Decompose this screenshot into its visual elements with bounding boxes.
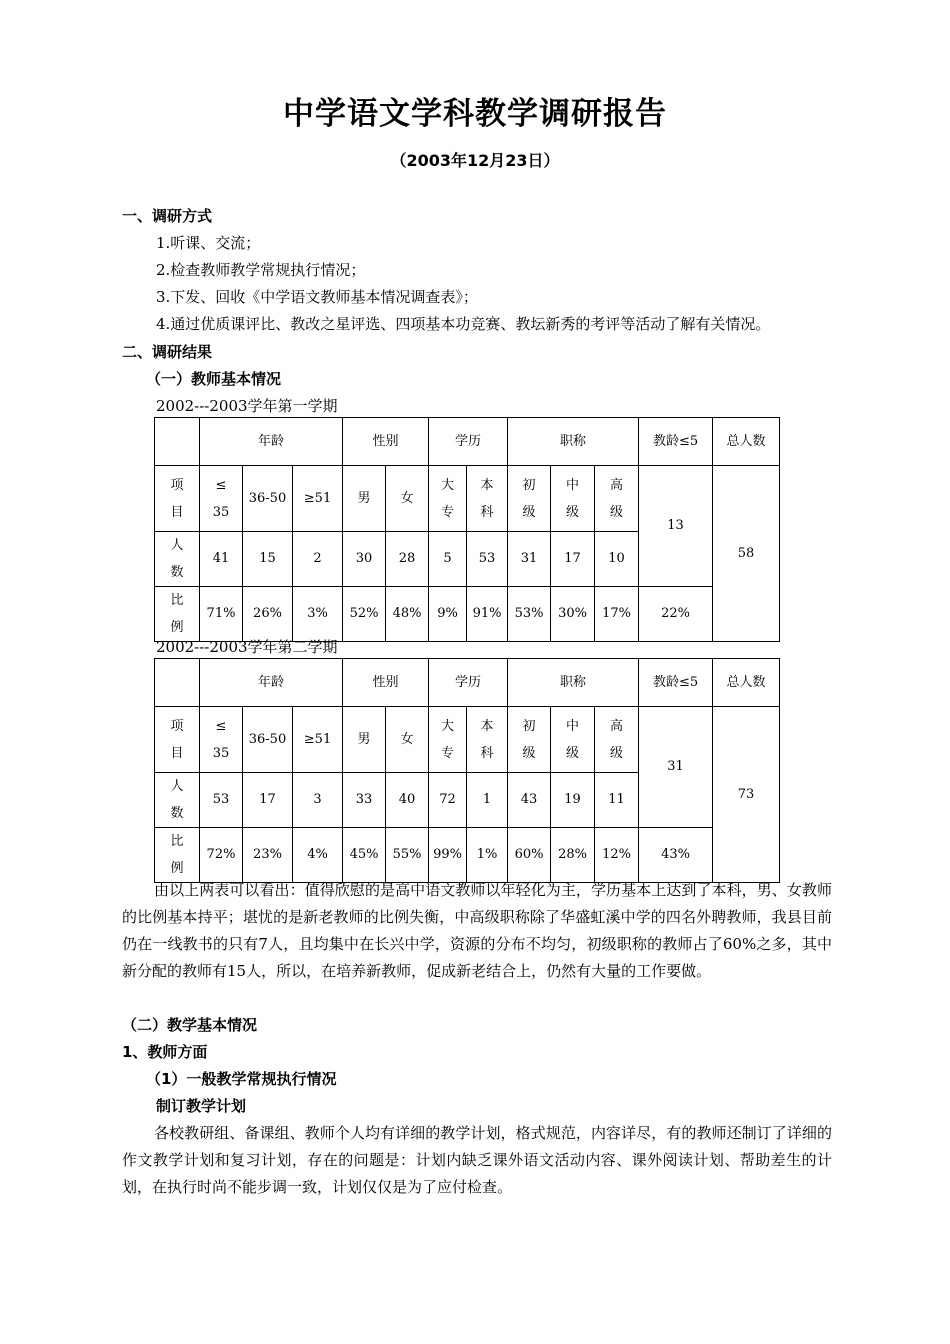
- subheader-male: 男: [343, 466, 386, 532]
- count-cell: 1: [467, 773, 508, 828]
- header-total: 总人数: [713, 659, 780, 707]
- count-cell: 72: [429, 773, 467, 828]
- teaching-years-count: 31: [639, 707, 713, 828]
- subheader-junior-college: 大 专: [429, 466, 467, 532]
- count-cell: 53: [467, 532, 508, 587]
- teacher-stats-table-term1: [154, 417, 780, 642]
- section-1-heading: 一、调研方式: [122, 207, 213, 225]
- ratio-cell: 71%: [200, 587, 243, 642]
- count-cell: 10: [595, 532, 639, 587]
- row-label-item: 项 目: [155, 707, 200, 773]
- subheader-age-ge51: ≥51: [293, 707, 343, 773]
- header-teaching-years: 教龄≤5: [639, 659, 713, 707]
- subheader-age-le35: ≤ 35: [200, 466, 243, 532]
- subsection-teacher-basics: （一）教师基本情况: [146, 370, 282, 388]
- count-cell: 2: [293, 532, 343, 587]
- subheader-age-le35: ≤ 35: [200, 707, 243, 773]
- count-cell: 53: [200, 773, 243, 828]
- teacher-aspect-heading: 1、教师方面: [122, 1043, 208, 1061]
- ratio-cell: 9%: [429, 587, 467, 642]
- total-count: 58: [713, 466, 780, 642]
- row-label-count: 人 数: [155, 773, 200, 828]
- subheader-junior-college: 大 专: [429, 707, 467, 773]
- row-label-ratio: 比 例: [155, 828, 200, 883]
- plan-heading: 制订教学计划: [156, 1097, 247, 1115]
- ratio-cell: 72%: [200, 828, 243, 883]
- count-cell: 11: [595, 773, 639, 828]
- count-cell: 41: [200, 532, 243, 587]
- method-item-4: 4.通过优质课评比、教改之星评选、四项基本功竞赛、教坛新秀的考评等活动了解有关情况。: [156, 315, 771, 333]
- header-teaching-years: 教龄≤5: [639, 418, 713, 466]
- subheader-senior-rank: 高 级: [595, 707, 639, 773]
- table-corner: [155, 659, 200, 707]
- method-item-3: 3.下发、回收《中学语文教师基本情况调查表》；: [156, 288, 478, 306]
- subheader-bachelor: 本 科: [467, 466, 508, 532]
- ratio-cell: 91%: [467, 587, 508, 642]
- count-cell: 31: [508, 532, 551, 587]
- subheader-age-36-50: 36-50: [243, 707, 293, 773]
- ratio-cell: 99%: [429, 828, 467, 883]
- subheader-junior-rank: 初 级: [508, 707, 551, 773]
- header-gender: 性别: [343, 418, 429, 466]
- count-cell: 33: [343, 773, 386, 828]
- count-cell: 30: [343, 532, 386, 587]
- ratio-cell: 17%: [595, 587, 639, 642]
- section-2-heading: 二、调研结果: [122, 343, 213, 361]
- document-date: （2003年12月23日）: [390, 151, 560, 170]
- ratio-cell: 55%: [386, 828, 429, 883]
- header-age: 年龄: [200, 418, 343, 466]
- teaching-years-ratio: 43%: [639, 828, 713, 883]
- row-label-item: 项 目: [155, 466, 200, 532]
- subheader-female: 女: [386, 466, 429, 532]
- header-total: 总人数: [713, 418, 780, 466]
- analysis-paragraph: 由以上两表可以看出：值得欣慰的是高中语文教师以年轻化为主，学历基本上达到了本科，男、女教师的比例基本持平；堪忧的是新老教师的比例失衡，中高级职称除了华盛虹溪中学的四名外聘教师，我县目前仍在一线教书的只有7人，且均集中在长兴中学，资源的分布不均匀，初级职称的教师占了60%之多，其中新分配的教师有15人，所以，在培养新教师，促成新老结合上，仍然有大量的工作要做。: [122, 881, 832, 980]
- teaching-years-count: 13: [639, 466, 713, 587]
- table1-caption: 2002---2003学年第一学期: [156, 397, 338, 415]
- document-title: 中学语文学科教学调研报告: [283, 96, 667, 132]
- count-cell: 17: [551, 532, 595, 587]
- header-education: 学历: [429, 659, 508, 707]
- row-label-count: 人 数: [155, 532, 200, 587]
- ratio-cell: 26%: [243, 587, 293, 642]
- ratio-cell: 28%: [551, 828, 595, 883]
- teaching-years-ratio: 22%: [639, 587, 713, 642]
- ratio-cell: 1%: [467, 828, 508, 883]
- total-count: 73: [713, 707, 780, 883]
- subheader-middle-rank: 中 级: [551, 707, 595, 773]
- ratio-cell: 53%: [508, 587, 551, 642]
- count-cell: 40: [386, 773, 429, 828]
- count-cell: 43: [508, 773, 551, 828]
- routine-heading: （1）一般教学常规执行情况: [146, 1070, 337, 1088]
- header-title-rank: 职称: [508, 659, 639, 707]
- count-cell: 17: [243, 773, 293, 828]
- ratio-cell: 60%: [508, 828, 551, 883]
- header-age: 年龄: [200, 659, 343, 707]
- subheader-female: 女: [386, 707, 429, 773]
- method-item-2: 2.检查教师教学常规执行情况；: [156, 261, 366, 279]
- subheader-bachelor: 本 科: [467, 707, 508, 773]
- table2-caption: 2002---2003学年第二学期: [156, 638, 338, 656]
- table-corner: [155, 418, 200, 466]
- ratio-cell: 30%: [551, 587, 595, 642]
- count-cell: 28: [386, 532, 429, 587]
- teacher-stats-table-term2: [154, 658, 780, 883]
- subheader-age-ge51: ≥51: [293, 466, 343, 532]
- subheader-age-36-50: 36-50: [243, 466, 293, 532]
- method-item-1: 1.听课、交流；: [156, 234, 261, 252]
- header-gender: 性别: [343, 659, 429, 707]
- plan-paragraph: 各校教研组、备课组、教师个人均有详细的教学计划，格式规范，内容详尽，有的教师还制订了详细的作文教学计划和复习计划，存在的问题是：计划内缺乏课外语文活动内容、课外阅读计划、帮助差生的计划，在执行时尚不能步调一致，计划仅仅是为了应付检查。: [122, 1124, 832, 1196]
- header-education: 学历: [429, 418, 508, 466]
- subheader-male: 男: [343, 707, 386, 773]
- ratio-cell: 52%: [343, 587, 386, 642]
- count-cell: 5: [429, 532, 467, 587]
- header-title-rank: 职称: [508, 418, 639, 466]
- ratio-cell: 4%: [293, 828, 343, 883]
- ratio-cell: 23%: [243, 828, 293, 883]
- ratio-cell: 45%: [343, 828, 386, 883]
- subheader-middle-rank: 中 级: [551, 466, 595, 532]
- row-label-ratio: 比 例: [155, 587, 200, 642]
- subsection-teaching-basics: （二）教学基本情况: [122, 1016, 258, 1034]
- count-cell: 3: [293, 773, 343, 828]
- subheader-senior-rank: 高 级: [595, 466, 639, 532]
- count-cell: 15: [243, 532, 293, 587]
- ratio-cell: 48%: [386, 587, 429, 642]
- ratio-cell: 3%: [293, 587, 343, 642]
- count-cell: 19: [551, 773, 595, 828]
- ratio-cell: 12%: [595, 828, 639, 883]
- subheader-junior-rank: 初 级: [508, 466, 551, 532]
